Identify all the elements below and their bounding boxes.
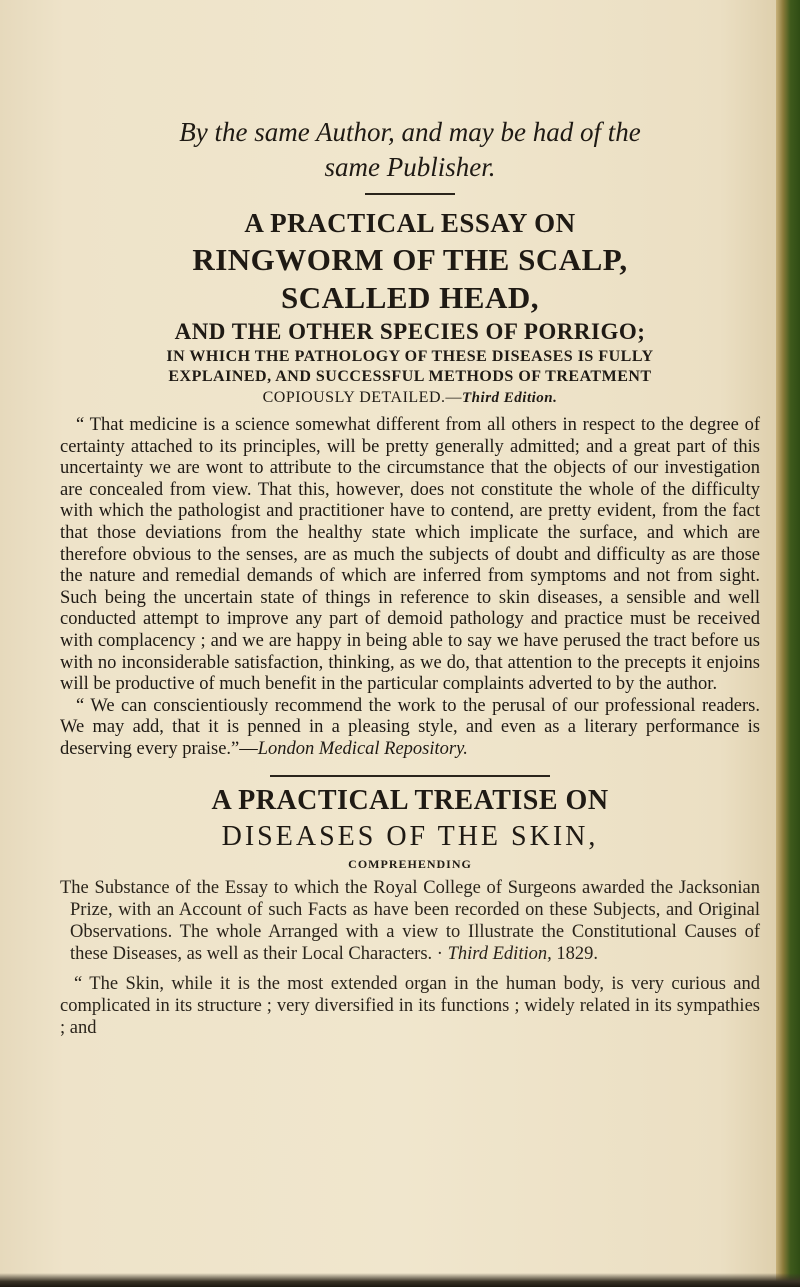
book-1-title-line-5: IN WHICH THE PATHOLOGY OF THESE DISEASES IS FULLY — [166, 348, 654, 365]
intro-line-1: By the same Author, and may be had of the — [179, 117, 641, 147]
book-1-review-paragraph-2 — [60, 696, 760, 761]
intro-line-2: same Publisher. — [324, 152, 496, 182]
book-1-title-line-3: SCALLED HEAD, — [281, 280, 539, 315]
book-1-title-line-4: AND THE OTHER SPECIES OF PORRIGO; — [174, 319, 646, 344]
page-bottom-shadow — [0, 1273, 800, 1287]
page-content — [60, 115, 760, 1039]
book-2-description — [60, 877, 760, 965]
book-spine-edge — [776, 0, 800, 1287]
book-2-description-text: The Substance of the Essay to which the Royal College of Surgeons awarded the Jacksonian Prize, with an Account of such Facts as have been recorded on these Subjects, and Original Observations. The whole Arranged with a view to Illustrate the Constitutional Causes of these Diseases, as well as their Local Characters. · — [60, 877, 760, 964]
book-2-year: 1829. — [556, 943, 598, 964]
book-1-title-detail: COPIOUSLY DETAILED.— — [262, 389, 463, 406]
book-1-title-line-6: EXPLAINED, AND SUCCESSFUL METHODS OF TREATMENT — [168, 368, 652, 385]
book-1-title-line-7 — [60, 387, 760, 409]
divider-rule — [365, 193, 455, 195]
book-1-edition: Third Edition. — [462, 390, 558, 406]
book-1-review-quote: “ We can conscientiously recommend the work to the perusal of our professional readers. We may add, that it is penned in a pleasing style, and even as a literary performance is deserving every praise.”— — [60, 695, 760, 759]
book-1-review-source: London Medical Repository. — [257, 738, 468, 759]
book-2-title-line-2: DISEASES OF THE SKIN, — [221, 820, 599, 852]
book-2-title-line-3: COMPREHENDING — [348, 856, 472, 871]
book-1-title-line-2: RINGWORM OF THE SCALP, — [192, 242, 628, 277]
book-2-edition: Third Edition, — [447, 943, 552, 964]
book-1-advertisement — [60, 205, 760, 761]
book-1-title-line-1: A PRACTICAL ESSAY ON — [244, 208, 576, 238]
book-2-excerpt: “ The Skin, while it is the most extended organ in the human body, is very curious and complicated in its structure ; very diversified in its functions ; widely related in its sympathies ; and — [60, 973, 760, 1038]
book-1-review-paragraph-1: “ That medicine is a science somewhat different from all others in respect to the degree of certainty attached to its principles, will be pretty generally admitted; and a great part of this uncertainty we are wont to attribute to the circumstance that the objects of our investigation are concealed from view. That this, however, does not constitute the whole of the difficulty with which the pathologist and practitioner have to contend, are pretty evident, from the fact that those deviations from the healthy state which implicate the surface, and which are therefore obvious to the senses, are as much the subjects of doubt and difficulty as are those the nature and remedial demands of which are inferred from symptoms and not from sight. Such being the uncertain state of things in reference to skin diseases, a sensible and well conducted attempt to improve any part of demoid pathology and practice must be received with complacency ; and we are happy in being able to say we have perused the tract before us with no inconsiderable satisfaction, thinking, as we do, that attention to the precepts it enjoins will be productive of much benefit in the particular complaints adverted to by the author. — [60, 415, 760, 695]
section-divider-rule — [270, 775, 550, 777]
book-2-advertisement — [60, 783, 760, 1039]
book-2-title-line-1: A PRACTICAL TREATISE ON — [211, 784, 609, 816]
